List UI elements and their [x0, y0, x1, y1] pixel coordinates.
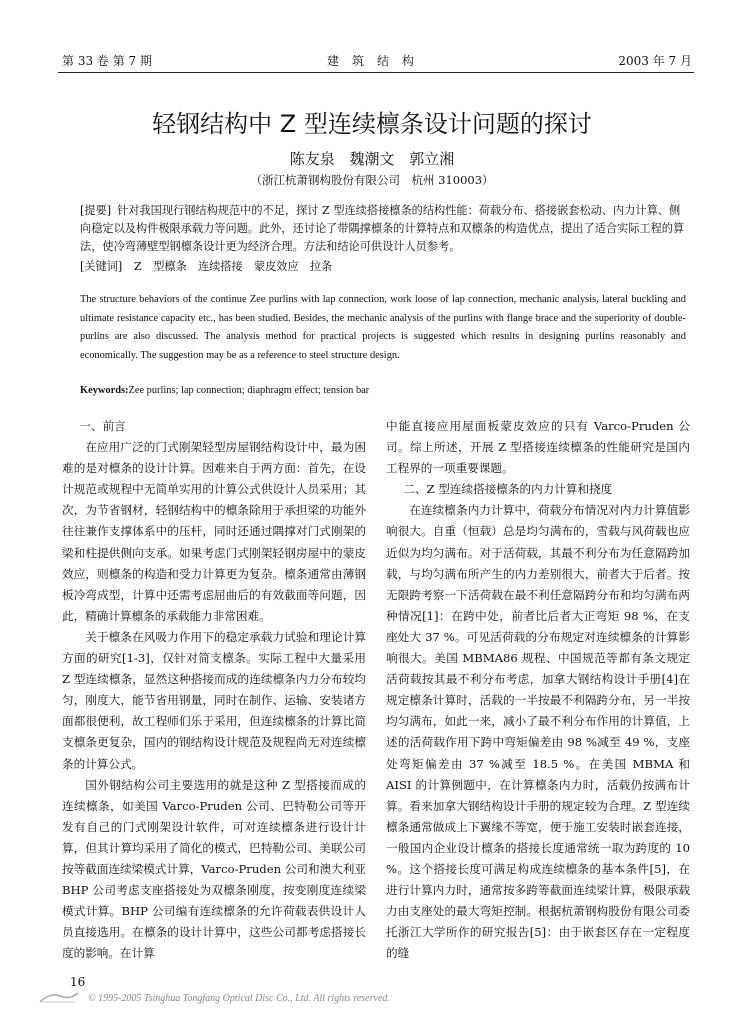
- journal-name: 建筑结构: [326, 54, 427, 68]
- body-column-right: [386, 416, 690, 964]
- keywords-en-text: Zee purlins; lap connection; diaphragm effect; tension bar: [128, 385, 370, 396]
- abstract-chinese: [80, 202, 686, 257]
- keywords-chinese: [80, 258, 686, 274]
- keywords-english: [80, 385, 686, 396]
- section-heading-intro: 一、前言: [79, 419, 126, 433]
- paper-affiliation: （浙江杭萧钢构股份有限公司 杭州 310003）: [250, 173, 494, 187]
- keywords-en-label: Keywords:: [80, 385, 129, 396]
- header-rule: [58, 72, 694, 73]
- section-heading-internal-force: 二、Z 型连续搭接檩条的内力计算和挠度: [403, 482, 613, 497]
- body-paragraph: 在应用广泛的门式刚架轻型房屋钢结构设计中，最为困难的是对檩条的设计计算。因难来自于两方面：首先，在设计规范或规程中无简单实用的计算公式供设计人员采用；其次，为节省钢材，轻钢结构中的檩条除用于承担梁的功能外往往兼作支撑体系中的压杆，同时还通过隅撑对门式刚架的梁和柱提供侧向支承。如果考虑门式刚架轻钢房屋中的蒙皮效应，则檩条的构造和受力计算更为复杂。檩条通常由薄钢板冷弯成型，计算中还需考虑屈曲后的有效截面等问题，因此，精确计算檩条的承载能力非常困难。: [62, 440, 366, 623]
- issue-label: 第 33 卷 第 7 期: [62, 54, 152, 68]
- body-paragraph: 在连续檩条内力计算中，荷载分布情况对内力计算值影响很大。自重（恒载）总是均匀满布的，雪载与风荷载也应近似为均匀满布。对于活荷载，其最不利分布为任意隔跨加载，与均匀满布所产生的内力差别很大，前者大于后者。按无限跨考察一下活荷载在最不利任意隔跨分布和均匀满布两种情况[1]：在跨中处，前者比后者大正弯矩 98 %，在支座处大 37 %。可见活荷载的分布规定对连续檩条的计算影响很大。美国 MBMA86 规程、中国规范等都有条文规定活荷载按其最不利分布考虑，加拿大钢结构设计手册[4]在规定檩条计算时，活载的一半按最不利隔跨分布，另一半按均匀满布，如此一来，减小了最不利分布作用的计算值，上述的活荷载作用下跨中弯矩偏差由 98 %减至 49 %，支座处弯矩偏差由 37 %减至 18.5 %。在美国 MBMA 和 AISI 的计算例题中，在计算檩条内力时，活载仍按满布计算。看来加拿大钢结构设计手册的规定较为合理。Z 型连续檩条通常做成上下翼缘不等宽，便于施工安装时嵌套连接，一般国内企业设计檩条的搭接长度通常统一取为跨度的 10 %。这个搭接长度可满足构成连续檩条的基本条件[5]，在进行计算内力时，通常按多跨等截面连续梁计算，极限承载力由支座处的最大弯矩控制。根据杭萧钢构股份有限公司委托浙江大学所作的研究报告[5]：由于嵌套区存在一定程度的缝: [386, 503, 690, 961]
- page-header: [62, 52, 692, 70]
- copyright-footer: © 1995-2005 Tsinghua Tongfang Optical Disc Co., Ltd. All rights reserved.: [88, 993, 390, 1004]
- body-paragraph: 关于檩条在风吸力作用下的稳定承载力试验和理论计算方面的研究[1-3]，仅针对简支檩条。实际工程中大量采用 Z 型连续檩条，显然这种搭接而成的连续檩条内力分布较均匀，刚度大，能节省用钢量，同时在制作、运输、安装诸方面都很便利，故工程师们乐于采用，但连续檩条的计算比简支檩条更复杂，国内的钢结构设计规范及规程尚无对连续檩条的计算公式。: [62, 629, 366, 771]
- page-number: 16: [70, 975, 86, 989]
- body-column-left: [62, 416, 366, 964]
- publisher-logo-icon: [38, 990, 80, 1004]
- abstract-english: The structure behaviors of the continue Zee purlins with lap connection, work loose of lap connection, mechanic analysis, lateral buckling and ultimate resistance capacity etc., has been studied. Besides, the mechanic analysis of the purlins with flange brace and the superiority of double-purlins are also discussed. The analysis method for practical projects is suggested which results in designing purlins reasonably and economically. The suggestion may be as a reference to steel structure design.: [80, 294, 686, 361]
- keywords-text: Z 型檩条 连续搭接 蒙皮效应 拉条: [133, 260, 333, 273]
- keywords-label: [关键词]: [80, 260, 123, 273]
- body-paragraph-continued: 中能直接应用屋面板蒙皮效应的只有 Varco-Pruden 公司。综上所述，开展 Z 型搭接连续檩条的性能研究是国内工程界的一项重要课题。: [386, 419, 690, 476]
- abstract-text: 针对我国现行钢结构规范中的不足，探讨 Z 型连续搭接檩条的结构性能：荷载分布、搭接嵌套松动、内力计算、侧向稳定以及构件极限承载力等问题。此外，还讨论了带隅撑檩条的计算特点和双檩条的构造优点，提出了适合实际工程的算法，使冷弯薄壁型钢檩条设计更为经济合理。方法和结论可供设计人员参考。: [80, 204, 685, 254]
- body-paragraph: 国外钢结构公司主要选用的就是这种 Z 型搭接而成的连续檩条，如美国 Varco-Pruden 公司、巴特勒公司等开发有自己的门式刚架设计软件，可对连续檩条进行设计计算，但其计算均采用了简化的模式，巴特勒公司、美联公司按等截面连续梁模式计算，Varco-Pruden 公司和澳大利亚 BHP 公司考虑支座搭接处为双檩条刚度，按变刚度连续梁模式计算。BHP 公司编有连续檩条的允许荷载表供设计人员直接选用。在檩条的设计计算中，这些公司都考虑搭接长度的影响。在计算: [62, 777, 366, 961]
- issue-date: 2003 年 7 月: [618, 54, 692, 68]
- abstract-label: [提要]: [80, 204, 112, 217]
- paper-title: 轻钢结构中 Z 型连续檩条设计问题的探讨: [152, 110, 592, 138]
- paper-authors: 陈友泉 魏潮文 郭立湘: [289, 150, 455, 168]
